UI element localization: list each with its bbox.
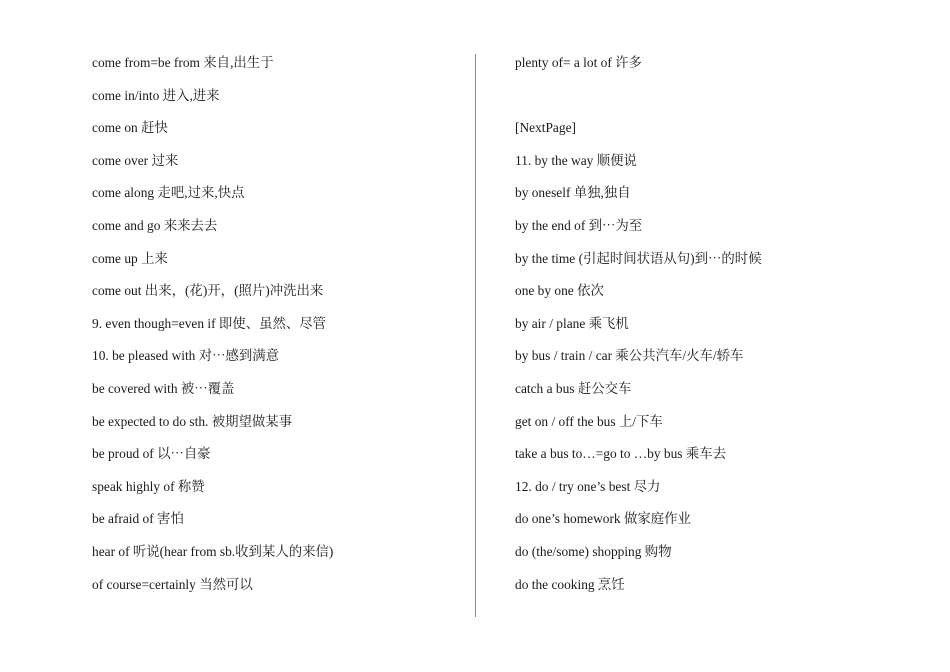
phrase-line: be afraid of 害怕 <box>92 511 184 527</box>
page-break-marker: [NextPage] <box>515 120 576 136</box>
phrase-line: come in/into 进入,进来 <box>92 87 220 103</box>
right-column <box>515 49 915 603</box>
phrase-line: come along 走吧,过来,快点 <box>92 185 245 201</box>
phrase-line: one by one 依次 <box>515 283 604 299</box>
phrase-line: by the time (引起时间状语从句)到⋯的时候 <box>515 250 762 266</box>
blank-line <box>515 82 915 115</box>
section-heading-line: 11. by the way 顺便说 <box>515 152 637 168</box>
phrase-line: come up 上来 <box>92 250 168 266</box>
phrase-line: get on / off the bus 上/下车 <box>515 413 663 429</box>
phrase-line: hear of 听说(hear from sb.收到某人的来信) <box>92 543 334 559</box>
phrase-line: do one’s homework 做家庭作业 <box>515 511 691 527</box>
phrase-line: by bus / train / car 乘公共汽车/火车/轿车 <box>515 348 744 364</box>
phrase-line: plenty of= a lot of 许多 <box>515 55 642 70</box>
phrase-line: come on 赶快 <box>92 120 168 136</box>
phrase-line: come from=be from 来自,出生于 <box>92 55 274 70</box>
phrase-line: by oneself 单独,独自 <box>515 185 631 201</box>
column-divider <box>475 54 476 617</box>
phrase-line: be proud of 以⋯自豪 <box>92 446 211 462</box>
section-heading-line: 12. do / try one’s best 尽力 <box>515 478 661 494</box>
phrase-line: come and go 来来去去 <box>92 217 218 233</box>
phrase-line: catch a bus 赶公交车 <box>515 380 632 396</box>
phrase-line: be expected to do sth. 被期望做某事 <box>92 413 293 429</box>
phrase-line: by air / plane 乘飞机 <box>515 315 629 331</box>
phrase-line: do (the/some) shopping 购物 <box>515 543 672 559</box>
phrase-line: come over 过来 <box>92 152 179 168</box>
phrase-line: speak highly of 称赞 <box>92 478 205 494</box>
phrase-line: come out 出来，(花)开，(照片)冲洗出来 <box>92 283 324 299</box>
left-column <box>92 49 452 603</box>
phrase-line: do the cooking 烹饪 <box>515 576 625 592</box>
section-heading-line: 9. even though=even if 即使、虽然、尽管 <box>92 315 327 331</box>
phrase-line: be covered with 被⋯覆盖 <box>92 380 235 396</box>
phrase-line: of course=certainly 当然可以 <box>92 576 253 592</box>
phrase-line: take a bus to…=go to …by bus 乘车去 <box>515 446 727 462</box>
phrase-line: by the end of 到⋯为至 <box>515 217 643 233</box>
section-heading-line: 10. be pleased with 对⋯感到满意 <box>92 348 280 364</box>
